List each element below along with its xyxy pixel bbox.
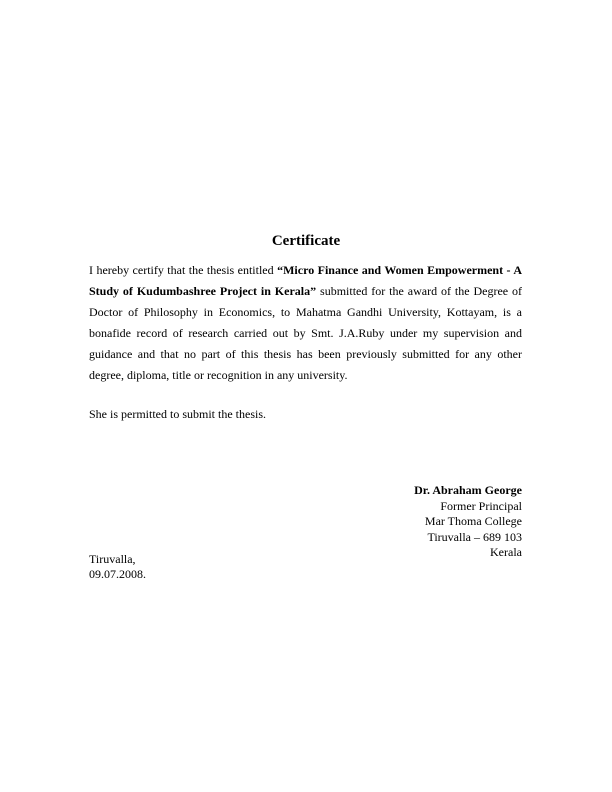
date: 09.07.2008. [89, 566, 146, 581]
certification-details: submitted for the award of the Degree of Doctor of Philosophy in Economics, to Mahatma Gandhi University, Kottayam, is a bonafide record of research carried out by Smt. J.A.Ruby under my supervision and guidance and that no part of this thesis has been previously submitted for any other degree, diploma, title or recognition in any university. [89, 284, 523, 382]
thesis-title: “Micro Finance and Women Empowerment - A Study of Kudumbashree Project in Kerala” [89, 263, 522, 298]
signatory-address: Tiruvalla – 689 103 [427, 529, 522, 544]
certification-paragraph [89, 260, 522, 386]
signature-block [300, 483, 522, 561]
signatory-state: Kerala [490, 545, 522, 559]
place-date-block [89, 552, 146, 581]
permission-statement: She is permitted to submit the thesis. [89, 407, 266, 421]
signatory-institution: Mar Thoma College [424, 514, 522, 528]
certification-intro: I hereby certify that the thesis entitled [89, 263, 278, 277]
place: Tiruvalla, [89, 552, 136, 566]
signatory-designation: Former Principal [440, 498, 522, 513]
signatory-name: Dr. Abraham George [414, 483, 522, 497]
certificate-title: Certificate [271, 233, 341, 249]
